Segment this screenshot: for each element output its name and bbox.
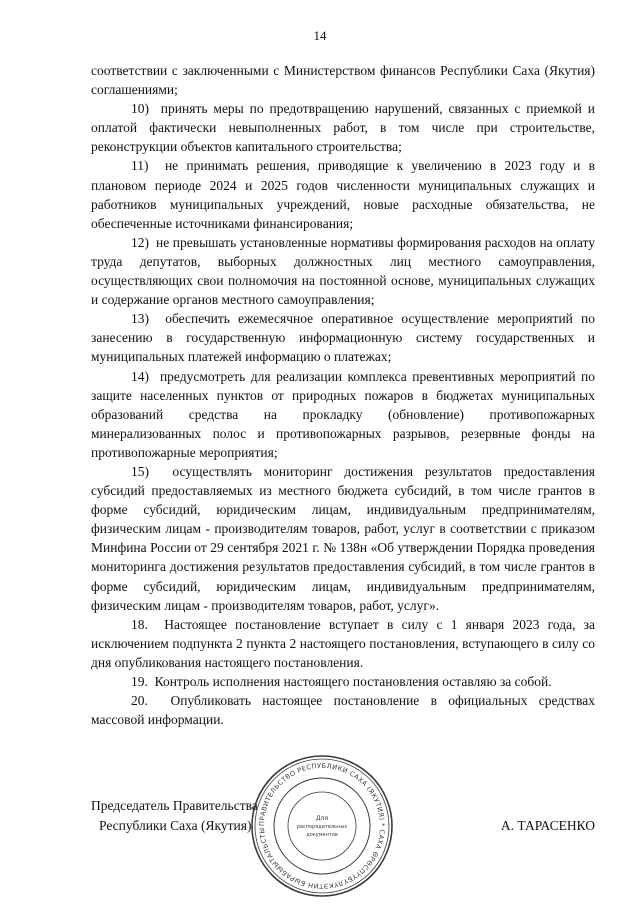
paragraph: 13) обеспечить ежемесячное оперативное осуществление мероприятий по занесению в государственную информационную систему государственных и муниципальных платежей информацию о платежах; [91, 311, 595, 365]
signatory-title-line1: Председатель Правительства [91, 798, 258, 813]
paragraph: 10) принять меры по предотвращению нарушений, связанных с приемкой и оплатой фактически невыполненных работ, в том числе при строительстве, реконструкции объектов капитального строительства; [91, 101, 595, 155]
paragraph: 14) предусмотреть для реализации комплекса превентивных мероприятий по защите населенных пунктов от природных пожаров в бюджетах муниципальных образований средства на прокладку (обновление) противопожарных минерализованных полос и противопожарных разрывов, резервные фонды на противопожарные мероприятия; [91, 368, 595, 460]
paragraph: 15) осуществлять мониторинг достижения результатов предоставления субсидий предоставляемых из местного бюджета субсидий, в том числе грантов в форме субсидий, юридическим лицам, индивидуальным предпринимателям, физическим лицам - производителям товаров, работ, услуг в соответствии с приказом Минфина России от 29 сентября 2021 г. № 138н «Об утверждении Порядка проведения мониторинга достижения результатов предоставления субсидий, в том числе грантов в форме субсидий, юридическим лицам, индивидуальным предпринимателям, физическим лицам - производителям товаров, работ, услуг». [91, 463, 595, 613]
seal-graphic [248, 752, 396, 900]
paragraph: 12) не превышать установленные нормативы формирования расходов на оплату труда депутатов, выборных должностных лиц местного самоуправления, осуществляющих свои полномочия на постоянной основе, муниципальных служащих и содержание органов местного самоуправления; [91, 234, 595, 308]
document-body [91, 61, 595, 729]
paragraph: 11) не принимать решения, приводящие к увеличению в 2023 году и в плановом периоде 2024 и 2025 годов численности муниципальных служащих и работников муниципальных учреждений, новые расходные обязательства, не обеспеченные источниками финансирования; [91, 158, 595, 231]
paragraph: 18. Настоящее постановление вступает в силу с 1 января 2023 года, за исключением подпункта 2 пункта 2 настоящего постановления, вступающего в силу со дня опубликования настоящего постановления. [91, 616, 595, 670]
page-number: 14 [313, 28, 327, 43]
paragraph: 20. Опубликовать настоящее постановление в официальных средствах массовой информации. [91, 693, 595, 728]
signatory-title-line2: Республики Саха (Якутия) [99, 817, 252, 833]
paragraph: соответствии с заключенными с Министерством финансов Республики Саха (Якутия) соглашениями; [91, 63, 595, 98]
paragraph: 19. Контроль исполнения настоящего постановления оставляю за собой. [131, 674, 552, 689]
official-seal-stamp [248, 752, 396, 900]
signatory-name: А. ТАРАСЕНКО [500, 817, 595, 833]
seal-outer-text: ПРАВИТЕЛЬСТВО РЕСПУБЛИКИ САХА (ЯКУТИЯ) * САХА ӨРӨСПҮҮБҮЛҮКЭТИН БЫРАБЫЫТАЛЬСТЫ [257, 761, 387, 891]
seal-center-line2: распорядительных [296, 824, 348, 830]
seal-center-line1: Для [315, 815, 329, 822]
seal-center-line3: документов [306, 832, 338, 838]
